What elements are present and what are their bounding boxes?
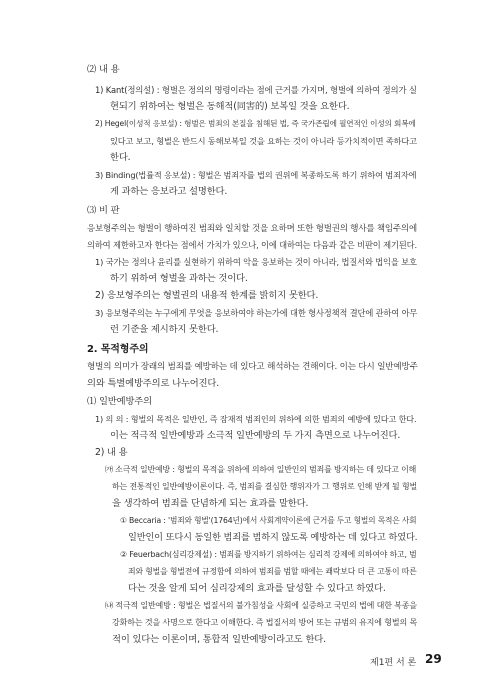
text-line: 일반인이 또다시 동일한 범죄를 범하지 않도록 예방하는 데 있다고 하였다. xyxy=(128,532,418,543)
text-line: 1) 국가는 정의나 윤리를 실현하기 위하여 악을 응보하는 것이 아니라, 법질서와 법익을 보호 xyxy=(95,257,417,267)
text-line: 게 과하는 응보라고 설명한다. xyxy=(110,186,228,197)
text-line: ㈎ 소극적 일반예방 : 형벌의 목적을 위하에 의하여 일반인의 범죄를 방지하는 데 있다고 이해 xyxy=(105,465,417,474)
text-line: 하기 위하여 형벌을 과하는 것이다. xyxy=(110,273,248,284)
text-line: 2) 응보형주의는 형벌권의 내용적 한계를 밝히지 못한다. xyxy=(95,290,319,301)
text-line: 2) Hegel(이성적 응보설) : 형벌은 범죄의 본질을 침해된 법, 즉 국가존립에 필연적인 이성의 회복에 xyxy=(95,119,416,128)
subsection-heading: ⑵ 내 용 xyxy=(87,64,120,75)
running-footer-section: 제1편 서 론 xyxy=(370,658,417,668)
text-line: 다는 것을 알게 되어 심리강제의 효과를 달성할 수 있다고 하였다. xyxy=(128,583,386,594)
section-heading: 2. 목적형주의 xyxy=(87,344,149,355)
page-number: 29 xyxy=(425,652,442,666)
text-line: 의와 특별예방주의로 나누어진다. xyxy=(87,378,220,389)
text-line: 을 생각하여 범죄를 단념하게 되는 효과를 말한다. xyxy=(112,498,309,509)
subsection-heading: ⑶ 비 판 xyxy=(87,205,120,216)
text-line: 응보형주의는 형벌이 행하여진 범죄와 일치할 것을 요하며 또한 형벌권의 행사를 책임주의에 xyxy=(87,223,417,233)
text-line: 있다고 보고, 형벌은 반드시 동해보복일 것을 요하는 것이 아니라 등가치적이면 족하다고 xyxy=(110,136,417,146)
text-line: 형벌의 의미가 장래의 범죄를 예방하는 데 있다고 해석하는 견해이다. 이는 다시 일반예방주 xyxy=(87,362,418,372)
text-line: 3) Binding(법률적 응보설) : 형벌은 범죄자를 법의 권위에 복종하도록 하기 위하여 범죄자에 xyxy=(95,170,417,180)
text-line: 1) 의 의 : 형벌의 목적은 일반인, 즉 잠재적 범죄인의 위하에 의한 범죄의 예방에 있다고 한다. xyxy=(95,414,417,424)
subsection-heading: 2) 내 용 xyxy=(95,447,128,458)
text-line: 적이 있다는 이론이며, 통합적 일반예방이라고도 한다. xyxy=(112,634,326,645)
text-line: 3) 응보형주의는 누구에게 무엇을 응보하여야 하는가에 대한 형사정책적 결단에 관하여 아무 xyxy=(95,308,418,318)
text-line: 의하여 제한하고자 한다는 점에서 가치가 있으나, 이에 대하여는 다음과 같은 비판이 제기된다. xyxy=(87,240,417,250)
text-line: 이는 적극적 일반예방과 소극적 일반예방의 두 가지 측면으로 나누어진다. xyxy=(110,430,401,441)
text-line: ㈏ 적극적 일반예방 : 형벌은 법질서의 불가침성을 사회에 실증하고 국민의 법에 대한 복종을 xyxy=(105,601,417,610)
text-line: 강화하는 것을 사명으로 한다고 이해한다. 즉 법질서의 방어 또는 규범의 유지에 형벌의 목 xyxy=(112,618,418,627)
text-line: 하는 전통적인 일반예방이론이다. 즉, 범죄를 결심한 행위자가 그 행위로 인해 받게 될 형벌 xyxy=(112,482,418,491)
text-line: ② Feuerbach(심리강제설) : 범죄를 방지하기 위하여는 심리적 강제에 의하여야 하고, 범 xyxy=(120,550,417,559)
text-line: 1) Kant(정의설) : 형벌은 정의의 명령이라는 점에 근거를 가지며, 형벌에 의하여 정의가 실 xyxy=(95,85,417,95)
text-line: 죄와 형벌을 형벌전에 규정함에 의하여 범죄를 범할 때에는 쾌락보다 더 큰 고통이 따른 xyxy=(128,567,417,576)
text-line: 현되기 위하여는 형벌은 동해적(同害的) 보복일 것을 요한다. xyxy=(110,101,350,112)
text-line: ① Beccaria : '범죄와 형벌'(1764년)에서 사회계약이론에 근거를 두고 형벌의 목적은 사회 xyxy=(120,516,417,525)
text-line: 한다. xyxy=(110,152,131,163)
text-line: 런 기준을 제시하지 못한다. xyxy=(110,324,219,335)
subsection-heading: ⑴ 일반예방주의 xyxy=(87,396,152,407)
